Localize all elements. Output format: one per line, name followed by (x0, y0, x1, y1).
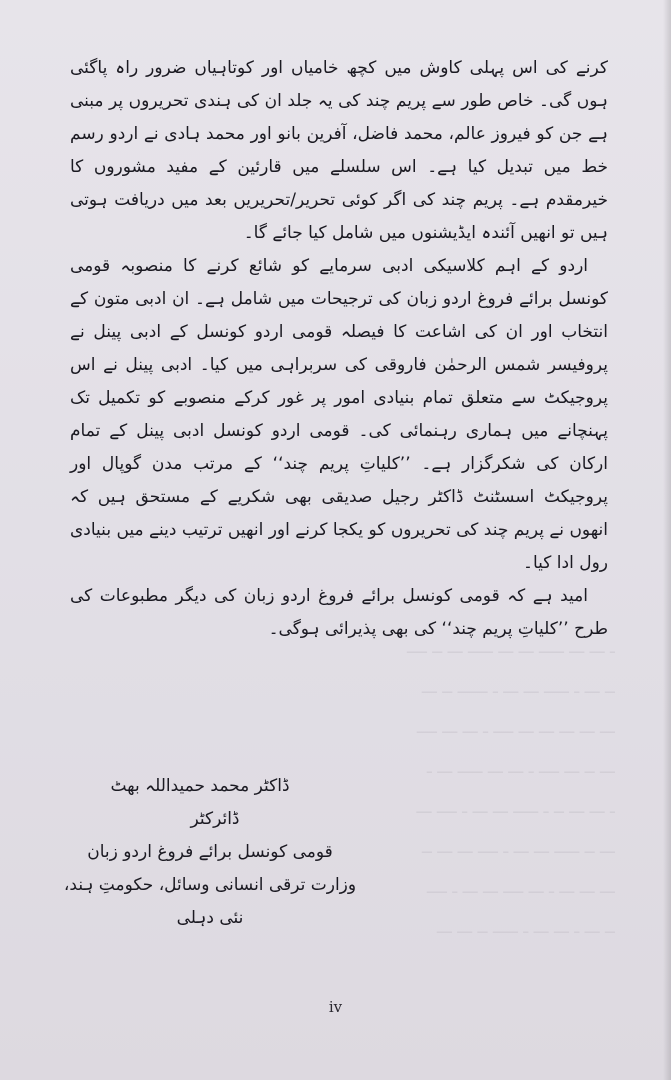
page-number: iv (328, 998, 343, 1016)
body-text (70, 52, 608, 646)
signatory-name: ڈاکٹر محمد حمیداللہ بھٹ (110, 776, 290, 796)
signature-block (60, 770, 360, 935)
paragraph-2: اردو کے اہم کلاسیکی ادبی سرمایے کو شائع کرنے کا منصوبہ قومی کونسل برائے فروغ اردو زبان کی ترجیحات میں شامل ہے۔ ان ادبی متون کے انتخاب اور ان کی اشاعت کا فیصلہ قومی اردو کونسل کے ادبی پینل نے پروفیسر شمس الرحمٰن فاروقی کی سربراہی میں کیا۔ ادبی پینل نے اس پروجیکٹ سے متعلق تمام بنیادی امور پر غور کرکے منصوبے کو تکمیل تک پہنچانے میں ہماری رہنمائی کی۔ قومی اردو کونسل ادبی پینل کے تمام ارکان کی شکرگزار ہے۔ ’’کلیاتِ پریم چند‘‘ کے مرتب مدن گوپال اور پروجیکٹ اسسٹنٹ ڈاکٹر رجیل صدیقی بھی شکریے کے مستحق ہیں کہ انھوں نے پریم چند کی تحریروں کو یکجا کرنے اور انھیں ترتیب دینے میں بنیادی رول ادا کیا۔ (70, 256, 608, 573)
show-through-text: ــــ ــ ـــ ـــــ ـــ ـــ ـــــ ـــ ـــ ـ ـــ ــ ــــــ ـ ـــ ـــ ـــــ ـ ـــ ــ ــــ ـــ ـــ ـ ــــ ـــ ـــ ـــ ـــ ـــ ـ ـــ ـــــ ـــ ـــ ـ ــــ ـــ ــ ـــ ـــ ــــ ـ ـــ ـــ ـــــ ـ ــ ـــ ـــ ـ ــ ـــ ـــ ــــ ـ ـــ ـــ ـــــ ــ ـــ ــــ ـ ـــ ـــ ــــ ـــ ـ ـــ ـــ ـــ ـــ ـــ ــ ـــــ ـ ـــ ـــ ـ ـــ ــ (406, 638, 615, 938)
paragraph-3: امید ہے کہ قومی کونسل برائے فروغ اردو زبان کی دیگر مطبوعات کی طرح ’’کلیاتِ پریم چند‘‘ کی بھی پذیرائی ہوگی۔ (70, 586, 608, 639)
page-edge-shadow (663, 0, 671, 1080)
organization-name: قومی کونسل برائے فروغ اردو زبان (87, 842, 333, 862)
ministry-name: وزارت ترقی انسانی وسائل، حکومتِ ہند، (63, 875, 357, 895)
paragraph-1: کرنے کی اس پہلی کاوش میں کچھ خامیاں اور کوتاہیاں ضرور راہ پاگئی ہوں گی۔ خاص طور سے پریم چند کی یہ جلد ان کی ہندی تحریروں پر مبنی ہے جن کو فیروز عالم، محمد فاضل، آفرین بانو اور محمد ہادی نے اردو رسم خط میں تبدیل کیا ہے۔ اس سلسلے میں قارئین کے مفید مشوروں کا خیرمقدم ہے۔ پریم چند کی اگر کوئی تحریر/تحریریں بعد میں دریافت ہوتی ہیں تو انھیں آئندہ ایڈیشنوں میں شامل کیا جائے گا۔ (70, 58, 608, 243)
signatory-title: ڈائرکٹر (190, 809, 240, 829)
city-name: نئی دہلی (176, 908, 244, 928)
